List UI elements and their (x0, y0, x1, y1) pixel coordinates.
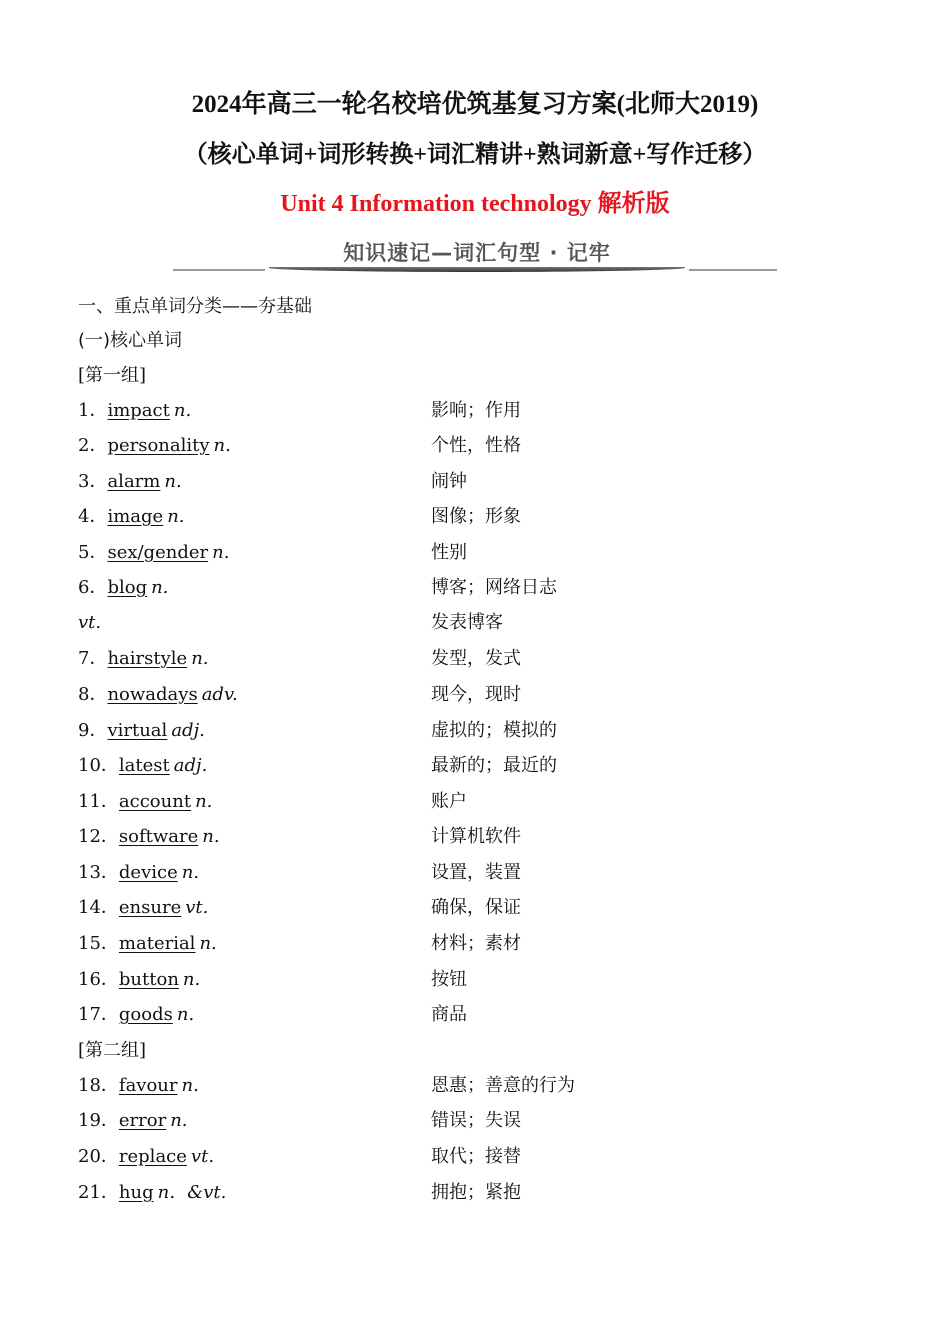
vocab-entry (78, 1182, 878, 1206)
entry-word: personality (107, 435, 210, 456)
vocab-entry (78, 720, 878, 744)
entry-number: 12． (78, 826, 119, 847)
entry-number: 18． (78, 1075, 119, 1096)
vocab-entry (78, 1075, 878, 1099)
entry-number: 10． (78, 755, 119, 776)
vocab-entry (78, 897, 878, 921)
entry-word: replace (118, 1146, 187, 1167)
vocab-entry (78, 791, 878, 815)
entry-word: software (118, 826, 199, 847)
entry-part-of-speech: adj. (171, 720, 205, 741)
entry-part-of-speech: n. (199, 933, 217, 954)
entry-number: 3． (78, 471, 108, 492)
entry-meaning: 材料；素材 (431, 933, 521, 954)
entry-part-of-speech: n. (212, 542, 230, 563)
entry-word: blog (107, 577, 148, 598)
entry-word: favour (118, 1075, 178, 1096)
vocab-entry (78, 471, 878, 495)
entry-number: 6． (78, 577, 108, 598)
entry-number: 20． (78, 1146, 119, 1167)
entry-part-of-speech: vt. (78, 612, 102, 633)
vocab-entry (78, 826, 878, 850)
entry-part-of-speech: n. (151, 577, 169, 598)
entry-meaning: 现今，现时 (431, 684, 521, 705)
entry-part-of-speech: n. (170, 1110, 188, 1131)
entry-number: 15． (78, 933, 119, 954)
entry-word: alarm (107, 471, 161, 492)
entry-meaning: 恩惠；善意的行为 (431, 1075, 575, 1096)
entry-meaning: 最新的；最近的 (431, 755, 557, 776)
banner-underline (269, 267, 685, 272)
vocab-entry (78, 969, 878, 993)
vocab-entry (78, 542, 878, 566)
entry-number: 16． (78, 969, 119, 990)
entry-part-of-speech: n. (167, 506, 185, 527)
entry-meaning: 博客；网络日志 (431, 577, 557, 598)
entry-part-of-speech: n. (182, 969, 201, 990)
entry-meaning: 个性，性格 (431, 435, 521, 456)
document-title: 2024年高三一轮名校培优筑基复习方案(北师大2019) (191, 91, 759, 118)
entry-part-of-speech: n. (176, 1004, 195, 1025)
entry-part-of-speech: n. (191, 648, 209, 669)
section-banner (173, 234, 777, 274)
entry-word: button (118, 969, 179, 990)
banner-left-rule (173, 269, 265, 271)
entry-meaning: 发型，发式 (431, 648, 521, 669)
entry-meaning: 发表博客 (431, 612, 503, 633)
vocab-entry (78, 1004, 878, 1028)
unit-title: Unit 4 Information technology 解析版 (280, 191, 670, 217)
entry-word: error (118, 1110, 167, 1131)
entry-number: 7． (78, 648, 108, 669)
entry-meaning: 账户 (431, 791, 467, 812)
vocab-entry (78, 862, 878, 886)
entry-word: ensure (118, 897, 182, 918)
group-label-2: [第二组] (78, 1040, 147, 1061)
entry-number: 4． (78, 506, 108, 527)
entry-meaning: 设置，装置 (431, 862, 521, 883)
entry-meaning: 按钮 (431, 969, 467, 990)
entry-part-of-speech: n. (195, 791, 213, 812)
entry-word: virtual (107, 720, 168, 741)
entry-number: 9． (78, 720, 108, 741)
vocab-entry (78, 577, 878, 601)
vocab-entry (78, 933, 878, 957)
vocab-entry (78, 400, 878, 424)
vocab-entry (78, 648, 878, 672)
entry-meaning: 商品 (431, 1004, 467, 1025)
entry-part-of-speech: n. (213, 435, 231, 456)
entry-word: latest (118, 755, 170, 776)
entry-part-of-speech: adj. (173, 755, 208, 776)
vocab-entry (78, 755, 878, 779)
entry-meaning: 取代；接替 (431, 1146, 521, 1167)
entry-meaning: 性别 (431, 542, 467, 563)
entry-number: 14． (78, 897, 119, 918)
entry-part-of-speech: n．&vt. (157, 1182, 227, 1203)
entry-word: goods (118, 1004, 173, 1025)
entry-number: 5． (78, 542, 108, 563)
entry-number: 11． (78, 791, 119, 812)
vocab-entry (78, 1146, 878, 1170)
entry-part-of-speech: n. (181, 1075, 199, 1096)
entry-word: device (118, 862, 178, 883)
banner-right-rule (689, 269, 777, 271)
entry-word: account (118, 791, 192, 812)
entry-number: 19． (78, 1110, 119, 1131)
entry-number: 2． (78, 435, 108, 456)
entry-meaning: 确保，保证 (431, 897, 521, 918)
entry-meaning: 错误；失误 (431, 1110, 521, 1131)
entry-number: 17． (78, 1004, 119, 1025)
entry-meaning: 影响；作用 (431, 400, 521, 421)
entry-part-of-speech: n. (164, 471, 182, 492)
section-heading: 一、重点单词分类——夯基础 (78, 296, 312, 317)
vocab-entry (78, 684, 878, 708)
entry-word: hug (118, 1182, 154, 1203)
entry-part-of-speech: n. (202, 826, 220, 847)
entry-meaning: 计算机软件 (431, 826, 521, 847)
section-subheading: (一)核心单词 (78, 330, 183, 351)
entry-number: 1． (78, 400, 108, 421)
group-label-1: [第一组] (78, 365, 147, 386)
entry-part-of-speech: adv. (201, 684, 238, 705)
entry-meaning: 闹钟 (431, 471, 467, 492)
entry-word: sex/gender (107, 542, 209, 563)
entry-meaning: 虚拟的；模拟的 (431, 720, 557, 741)
entry-part-of-speech: vt. (190, 1146, 215, 1167)
document-subtitle: （核心单词+词形转换+词汇精讲+熟词新意+写作迁移） (183, 142, 767, 168)
vocab-entry (78, 1110, 878, 1134)
entry-number: 13． (78, 862, 119, 883)
entry-word: image (107, 506, 164, 527)
banner-label: 知识速记—词汇句型 · 记牢 (343, 241, 611, 265)
entry-word: nowadays (107, 684, 198, 705)
vocab-entry (78, 506, 878, 530)
vocab-entry (78, 435, 878, 459)
entry-meaning: 图像；形象 (431, 506, 521, 527)
entry-number: 21． (78, 1182, 119, 1203)
entry-word: impact (107, 400, 170, 421)
entry-part-of-speech: vt. (185, 897, 209, 918)
entry-word: material (118, 933, 196, 954)
entry-part-of-speech: n. (173, 400, 192, 421)
entry-number: 8． (78, 684, 108, 705)
entry-part-of-speech: n. (181, 862, 200, 883)
vocab-entry (78, 612, 878, 636)
entry-word: hairstyle (107, 648, 188, 669)
entry-meaning: 拥抱；紧抱 (431, 1182, 521, 1203)
